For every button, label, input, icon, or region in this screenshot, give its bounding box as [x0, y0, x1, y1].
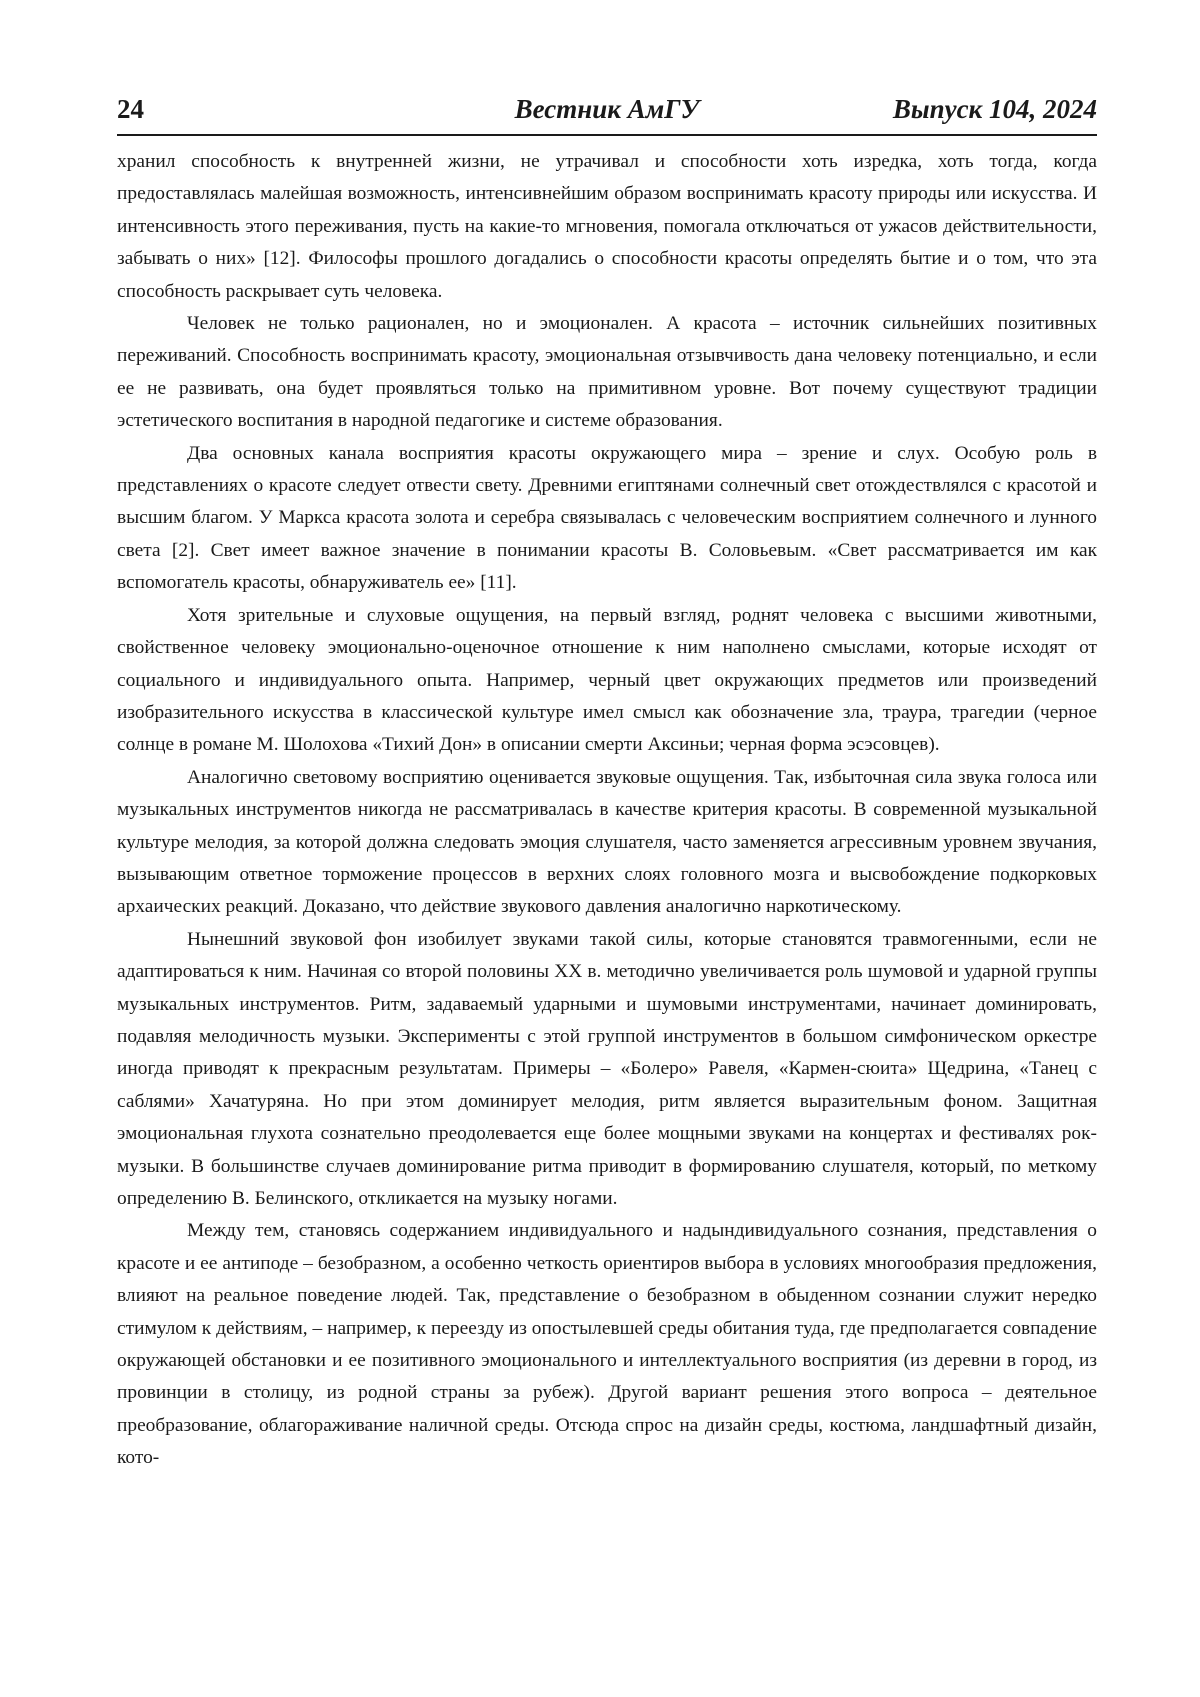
article-body [117, 146, 1097, 1475]
journal-title: Вестник АмГУ [514, 94, 700, 124]
paragraph: Человек не только рационален, но и эмоционален. А красота – источник сильнейших позитивных переживаний. Способность воспринимать красоту, эмоциональная отзывчивость дана человеку потенциально, и если ее не развивать, она будет проявляться только на примитивном уровне. Вот почему существуют традиции эстетического воспитания в народной педагогике и системе образования. [117, 313, 1097, 432]
paragraph: Аналогично световому восприятию оценивается звуковые ощущения. Так, избыточная сила звука голоса или музыкальных инструментов никогда не рассматривалась в качестве критерия красоты. В современной музыкальной культуре мелодия, за которой должна следовать эмоция слушателя, часто заменяется агрессивным уровнем звучания, вызывающим ответное торможение процессов в верхних слоях головного мозга и высвобождение подкорковых архаических реакций. Доказано, что действие звукового давления аналогично наркотическому. [117, 766, 1097, 918]
page-number: 24 [117, 94, 144, 124]
paragraph: Два основных канала восприятия красоты окружающего мира – зрение и слух. Особую роль в представлениях о красоте следует отвести свету. Древними египтянами солнечный свет отождествлялся с красотой и высшим благом. У Маркса красота золота и серебра связывалась с человеческим восприятием солнечного и лунного света [2]. Свет имеет важное значение в понимании красоты В. Соловьевым. «Свет рассматривается им как вспомогатель красоты, обнаруживатель ее» [11]. [117, 442, 1097, 594]
running-header [117, 92, 1097, 136]
paragraph-continued: хранил способность к внутренней жизни, не утрачивал и способности хоть изредка, хоть тогда, когда предоставлялась малейшая возможность, интенсивнейшим образом воспринимать красоту природы или искусства. И интенсивность этого переживания, пусть на какие-то мгновения, помогала отключаться от ужасов действительности, забывать о них» [12]. Философы прошлого догадались о способности красоты определять бытие и о том, что эта способность раскрывает суть человека. [117, 151, 1097, 302]
issue-label: Выпуск 104, 2024 [892, 94, 1097, 124]
paragraph: Между тем, становясь содержанием индивидуального и надындивидуального сознания, представления о красоте и ее антиподе – безобразном, а особенно четкость ориентиров выбора в условиях многообразия предложения, влияют на реальное поведение людей. Так, представление о безобразном в обыденном сознании служит нередко стимулом к действиям, – например, к переезду из опостылевшей среды обитания туда, где предполагается совпадение окружающей обстановки и ее позитивного эмоционального и интеллектуального восприятия (из деревни в город, из провинции в столицу, из родной страны за рубеж). Другой вариант решения этого вопроса – деятельное преобразование, облагораживание наличной среды. Отсюда спрос на дизайн среды, костюма, ландшафтный дизайн, кото- [117, 1220, 1097, 1469]
paragraph: Хотя зрительные и слуховые ощущения, на первый взгляд, роднят человека с высшими животными, свойственное человеку эмоционально-оценочное отношение к ним наполнено смыслами, которые исходят от социального и индивидуального опыта. Например, черный цвет окружающих предметов или произведений изобразительного искусства в классической культуре имел смысл как обозначение зла, траура, трагедии (черное солнце в романе М. Шолохова «Тихий Дон» в описании смерти Аксиньи; черная форма эсэсовцев). [117, 604, 1097, 756]
paragraph: Нынешний звуковой фон изобилует звуками такой силы, которые становятся травмогенными, если не адаптироваться к ним. Начиная со второй половины XX в. методично увеличивается роль шумовой и ударной группы музыкальных инструментов. Ритм, задаваемый ударными и шумовыми инструментами, начинает доминировать, подавляя мелодичность музыки. Эксперименты с этой группой инструментов в большом симфоническом оркестре иногда приводят к прекрасным результатам. Примеры – «Болеро» Равеля, «Кармен-сюита» Щедрина, «Танец с саблями» Хачатуряна. Но при этом доминирует мелодия, ритм является выразительным фоном. Защитная эмоциональная глухота сознательно преодолевается еще более мощными звуками на концертах и фестивалях рок-музыки. В большинстве случаев доминирование ритма приводит в формированию слушателя, который, по меткому определению В. Белинского, откликается на музыку ногами. [117, 928, 1097, 1209]
